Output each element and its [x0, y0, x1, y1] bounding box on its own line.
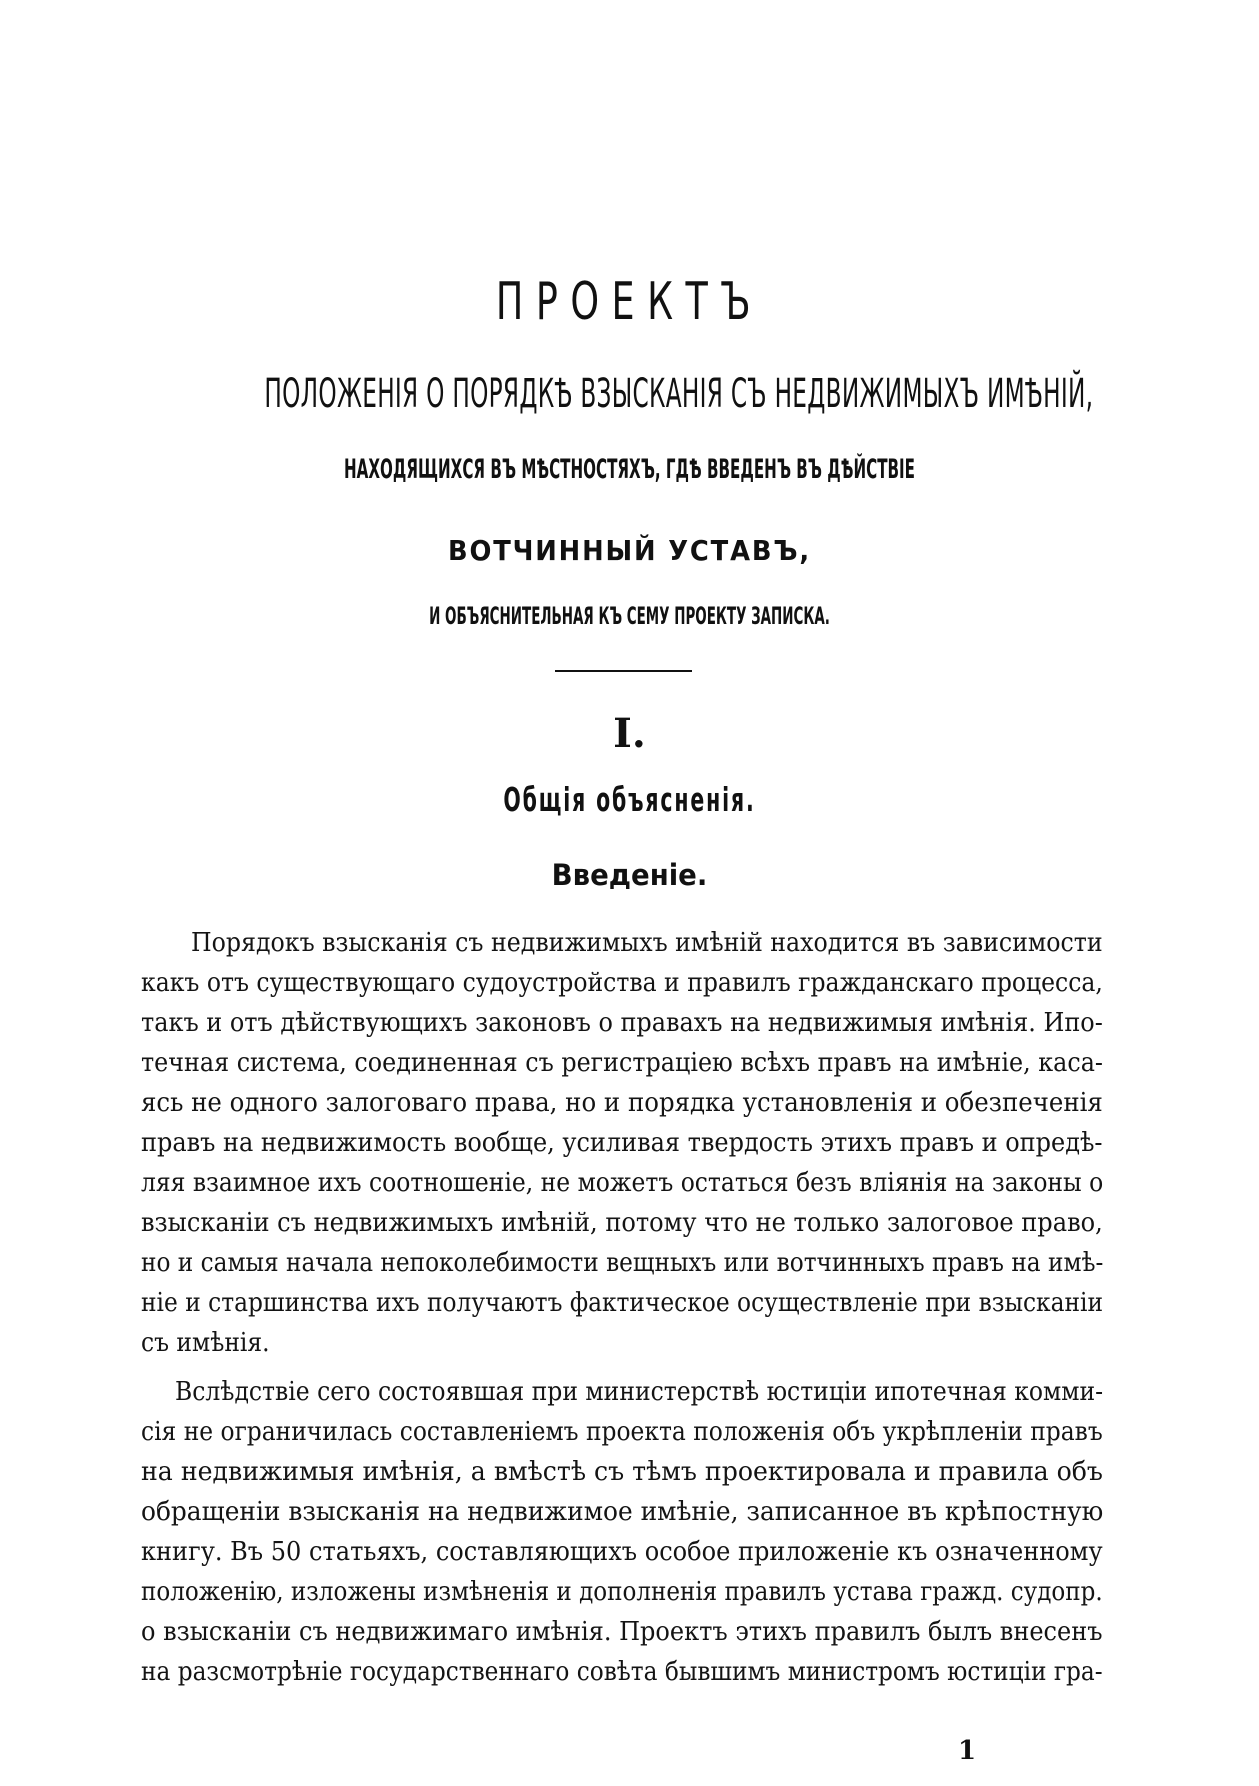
body-line: такъ и отъ дѣйствующихъ законовъ о правахъ на недвижимыя имѣнія. Ипо- [141, 1008, 1103, 1038]
body-line: книгу. Въ 50 статьяхъ, составляющихъ особое приложеніе къ означенному [141, 1537, 1103, 1567]
body-line: ясь не одного залоговаго права, но и порядка установленія и обезпеченія [141, 1088, 1103, 1118]
body-line: сія не ограничилась составленіемъ проекта положенія объ укрѣпленіи правъ [141, 1417, 1103, 1447]
body-line: какъ отъ существующаго судоустройства и правилъ гражданскаго процесса, [141, 968, 1103, 998]
body-line: положенію, изложены измѣненія и дополненія правилъ устава гражд. судопр. [141, 1577, 1103, 1607]
body-line: на недвижимыя имѣнія, а вмѣстѣ съ тѣмъ проектировала и правила объ [141, 1457, 1103, 1487]
subtitle-line-2: НАХОДЯЩИХСЯ ВЪ МѢСТНОСТЯХЪ, ГДѢ ВВЕДЕНЪ ВЪ ДѢЙСТВІЕ [343, 454, 915, 485]
body-line: взысканіи съ недвижимыхъ имѣній, потому что не только залоговое право, [141, 1208, 1103, 1238]
title-divider [555, 670, 692, 672]
body-line: Порядокъ взысканія съ недвижимыхъ имѣній находится въ зависимости [191, 928, 1103, 958]
body-line: о взысканіи съ недвижимаго имѣнія. Проектъ этихъ правилъ былъ внесенъ [141, 1617, 1103, 1647]
body-line: на разсмотрѣніе государственнаго совѣта бывшимъ министромъ юстиціи гра- [141, 1657, 1103, 1687]
subtitle-line-1: ПОЛОЖЕНІЯ О ПОРЯДКѢ ВЗЫСКАНІЯ СЪ НЕДВИЖИМЫХЪ ИМѢНІЙ, [264, 371, 1094, 417]
section-subheading: Введеніе. [551, 858, 708, 892]
body-line: Вслѣдствіе сего состоявшая при министерствѣ юстиціи ипотечная комми- [175, 1377, 1104, 1407]
section-numeral: I. [613, 710, 646, 757]
body-line: правъ на недвижимость вообще, усиливая твердость этихъ правъ и опредѣ- [141, 1128, 1103, 1158]
page-number: 1 [958, 1736, 977, 1766]
subtitle-line-3: ВОТЧИННЫЙ УСТАВЪ, [448, 534, 811, 567]
document-title: ПРОЕКТЪ [495, 272, 764, 332]
body-line: но и самыя начала непоколебимости вещныхъ или вотчинныхъ правъ на имѣ- [141, 1248, 1104, 1278]
body-line: ніе и старшинства ихъ получаютъ фактическое осуществленіе при взысканіи [141, 1288, 1104, 1318]
body-line: течная система, соединенная съ регистраціею всѣхъ правъ на имѣніе, каса- [141, 1048, 1103, 1078]
body-line: обращеніи взысканія на недвижимое имѣніе, записанное въ крѣпостную [141, 1497, 1104, 1527]
body-line: съ имѣнія. [141, 1328, 270, 1358]
section-title: Общія объясненія. [503, 780, 756, 819]
body-line: ляя взаимное ихъ соотношеніе, не можетъ остаться безъ вліянія на законы о [141, 1168, 1104, 1198]
subtitle-line-4: И ОБЪЯСНИТЕЛЬНАЯ КЪ СЕМУ ПРОЕКТУ ЗАПИСКА. [429, 602, 830, 630]
